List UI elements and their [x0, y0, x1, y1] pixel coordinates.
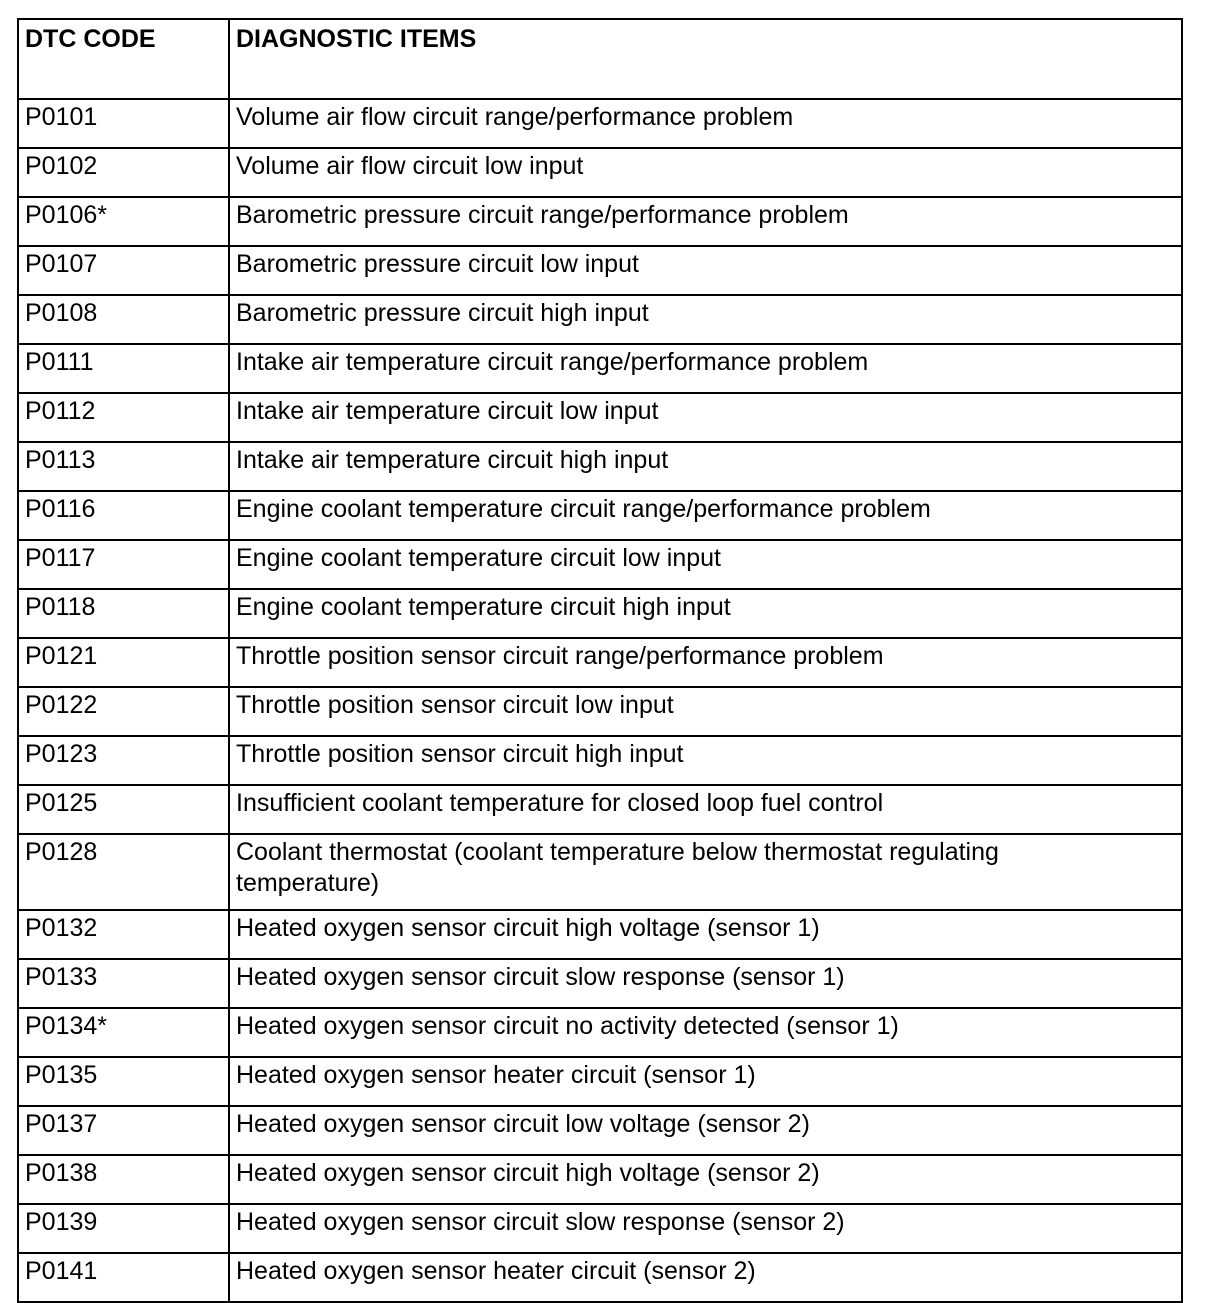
dtc-code-cell: P0111 — [18, 344, 229, 393]
diagnostic-item-cell: Barometric pressure circuit low input — [229, 246, 1182, 295]
diagnostic-item-cell: Intake air temperature circuit high input — [229, 442, 1182, 491]
diagnostic-item-cell: Heated oxygen sensor circuit high voltage (sensor 1) — [229, 910, 1182, 959]
dtc-code-cell: P0121 — [18, 638, 229, 687]
table-row — [18, 393, 1182, 442]
table-row — [18, 959, 1182, 1008]
diagnostic-item-cell: Heated oxygen sensor circuit low voltage (sensor 2) — [229, 1106, 1182, 1155]
diagnostic-item-cell: Barometric pressure circuit range/performance problem — [229, 197, 1182, 246]
diagnostic-item-cell: Coolant thermostat (coolant temperature below thermostat regulating temperature) — [229, 834, 1182, 910]
table-row — [18, 246, 1182, 295]
table-row — [18, 491, 1182, 540]
dtc-code-cell: P0132 — [18, 910, 229, 959]
dtc-code-cell: P0106* — [18, 197, 229, 246]
table-header-row — [18, 19, 1182, 99]
dtc-code-cell: P0135 — [18, 1057, 229, 1106]
dtc-code-cell: P0133 — [18, 959, 229, 1008]
dtc-code-cell: P0134* — [18, 1008, 229, 1057]
table-row — [18, 99, 1182, 148]
diagnostic-item-cell: Engine coolant temperature circuit range/performance problem — [229, 491, 1182, 540]
dtc-code-cell: P0102 — [18, 148, 229, 197]
dtc-code-cell: P0128 — [18, 834, 229, 910]
diagnostic-item-cell: Heated oxygen sensor circuit slow response (sensor 1) — [229, 959, 1182, 1008]
dtc-code-cell: P0122 — [18, 687, 229, 736]
diagnostic-item-cell: Engine coolant temperature circuit low input — [229, 540, 1182, 589]
dtc-code-cell: P0112 — [18, 393, 229, 442]
header-diagnostic-items: DIAGNOSTIC ITEMS — [229, 19, 1182, 99]
dtc-code-cell: P0137 — [18, 1106, 229, 1155]
dtc-code-cell: P0125 — [18, 785, 229, 834]
table-row — [18, 1008, 1182, 1057]
dtc-code-cell: P0108 — [18, 295, 229, 344]
diagnostic-item-cell: Volume air flow circuit range/performance problem — [229, 99, 1182, 148]
diagnostic-item-cell: Heated oxygen sensor circuit slow response (sensor 2) — [229, 1204, 1182, 1253]
dtc-code-cell: P0116 — [18, 491, 229, 540]
dtc-code-table — [17, 18, 1183, 1303]
diagnostic-item-cell: Insufficient coolant temperature for closed loop fuel control — [229, 785, 1182, 834]
dtc-code-cell: P0117 — [18, 540, 229, 589]
dtc-code-cell: P0139 — [18, 1204, 229, 1253]
dtc-code-cell: P0138 — [18, 1155, 229, 1204]
table-row — [18, 910, 1182, 959]
diagnostic-item-cell: Heated oxygen sensor heater circuit (sensor 2) — [229, 1253, 1182, 1302]
diagnostic-item-cell: Intake air temperature circuit low input — [229, 393, 1182, 442]
dtc-code-cell: P0118 — [18, 589, 229, 638]
diagnostic-item-cell: Heated oxygen sensor heater circuit (sensor 1) — [229, 1057, 1182, 1106]
table-row — [18, 687, 1182, 736]
table-row — [18, 197, 1182, 246]
table-row — [18, 638, 1182, 687]
diagnostic-item-cell: Heated oxygen sensor circuit high voltage (sensor 2) — [229, 1155, 1182, 1204]
diagnostic-item-cell: Intake air temperature circuit range/performance problem — [229, 344, 1182, 393]
table-row — [18, 1204, 1182, 1253]
table-row — [18, 148, 1182, 197]
table-row — [18, 442, 1182, 491]
table-row — [18, 540, 1182, 589]
table-row — [18, 344, 1182, 393]
table-row — [18, 1057, 1182, 1106]
diagnostic-item-cell: Engine coolant temperature circuit high input — [229, 589, 1182, 638]
diagnostic-item-cell: Throttle position sensor circuit range/performance problem — [229, 638, 1182, 687]
dtc-code-cell: P0101 — [18, 99, 229, 148]
diagnostic-item-cell: Heated oxygen sensor circuit no activity detected (sensor 1) — [229, 1008, 1182, 1057]
diagnostic-item-cell: Throttle position sensor circuit low input — [229, 687, 1182, 736]
dtc-code-cell: P0113 — [18, 442, 229, 491]
table-row — [18, 1106, 1182, 1155]
header-dtc-code: DTC CODE — [18, 19, 229, 99]
dtc-code-cell: P0141 — [18, 1253, 229, 1302]
table-row — [18, 1155, 1182, 1204]
diagnostic-item-cell: Barometric pressure circuit high input — [229, 295, 1182, 344]
table-body — [18, 99, 1182, 1302]
table-row — [18, 1253, 1182, 1302]
table-row — [18, 834, 1182, 910]
diagnostic-item-cell: Throttle position sensor circuit high input — [229, 736, 1182, 785]
diagnostic-item-cell: Volume air flow circuit low input — [229, 148, 1182, 197]
table-row — [18, 785, 1182, 834]
table-row — [18, 295, 1182, 344]
dtc-code-cell: P0107 — [18, 246, 229, 295]
dtc-code-cell: P0123 — [18, 736, 229, 785]
table-row — [18, 589, 1182, 638]
table-row — [18, 736, 1182, 785]
